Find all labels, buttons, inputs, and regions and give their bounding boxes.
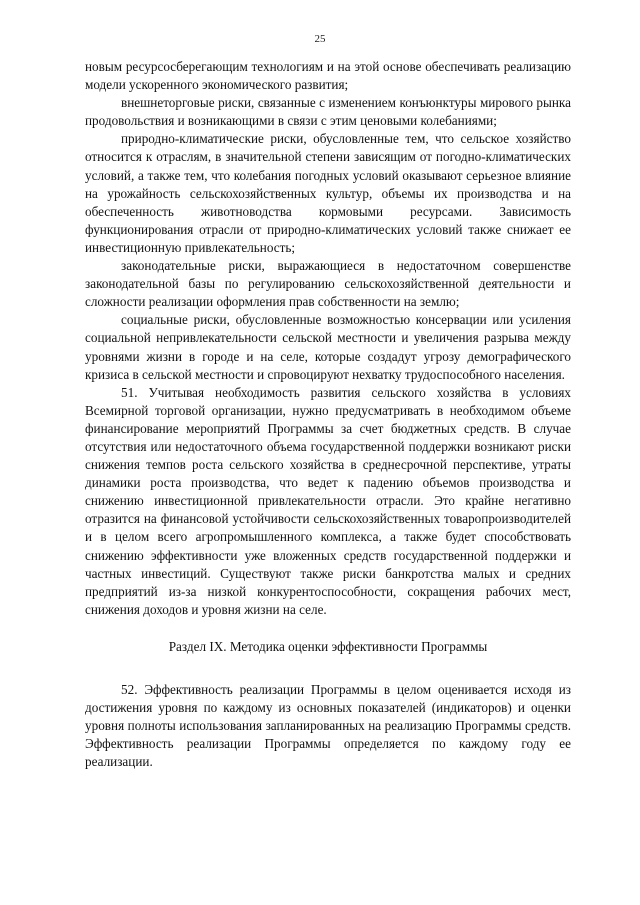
paragraph-social-risks: социальные риски, обусловленные возможностью консервации или усиления социальной непривлекательности сельской местности и увеличения разрыва между уровнями жизни в городе и на селе, которые создадут угрозу демографического кризиса в сельской местности и спровоцируют нехватку трудоспособного населения. bbox=[85, 312, 571, 382]
paragraph-52: 52. Эффективность реализации Программы в целом оценивается исходя из достижения уровня по каждому из основных показателей (индикаторов) и оценки уровня полноты использования запланированных на реализацию Программы средств. Эффективность реализации Программы определяется по каждому году ее реализации. bbox=[85, 682, 571, 770]
paragraph-continuation: новым ресурсосберегающим технологиям и на этой основе обеспечивать реализацию модели ускоренного экономического развития; bbox=[85, 59, 571, 93]
paragraph-trade-risks: внешнеторговые риски, связанные с изменением конъюнктуры мирового рынка продовольствия и возникающими в связи с этим ценовыми колебаниями; bbox=[85, 95, 571, 129]
page-number: 25 bbox=[314, 33, 326, 45]
document-body bbox=[85, 58, 571, 771]
paragraph-legislative-risks: законодательные риски, выражающиеся в недостаточном совершенстве законодательной базы по регулированию сельскохозяйственной деятельности и сложности реализации оформления прав собственности на землю; bbox=[85, 258, 571, 310]
section-heading: Раздел IX. Методика оценки эффективности Программы bbox=[168, 638, 488, 654]
paragraph-51: 51. Учитывая необходимость развития сельского хозяйства в условиях Всемирной торговой организации, нужно предусматривать в необходимом объеме финансирование мероприятий Программы за счет бюджетных средств. В случае отсутствия или недостаточного объема государственной поддержки возникают риски снижения темпов роста сельского хозяйства в среднесрочной перспективе, утраты динамики роста производства, что ведет к падению объемов производства и снижению инвестиционной привлекательности отрасли. Это крайне негативно отразится на финансовой устойчивости сельскохозяйственных товаропроизводителей и в целом всего агропромышленного комплекса, а также будет способствовать снижению эффективности уже вложенных средств государственной поддержки и частных инвестиций. Существуют также риски банкротства малых и средних предприятий из-за низкой конкурентоспособности, сокращения рабочих мест, снижения доходов и уровня жизни на селе. bbox=[85, 384, 571, 617]
paragraph-climate-risks: природно-климатические риски, обусловленные тем, что сельское хозяйство относится к отраслям, в значительной степени зависящим от погодно-климатических условий, а также тем, что колебания погодных условий оказывают серьезное влияние на урожайность сельскохозяйственных культур, объемы их производства и на обеспеченность животноводства кормовыми ресурсами. Зависимость функционирования отрасли от природно-климатических условий также снижает ее инвестиционную привлекательность; bbox=[85, 131, 571, 255]
